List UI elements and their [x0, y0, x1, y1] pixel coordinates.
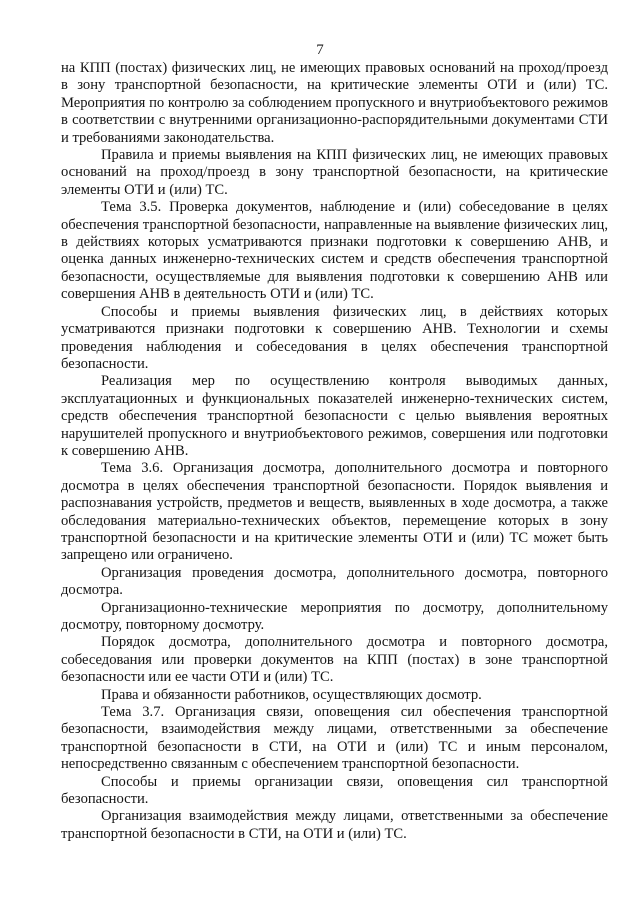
paragraph-topic-3-6: Тема 3.6. Организация досмотра, дополнительного досмотра и повторного досмотра в целях обеспечения транспортной безопасности. Порядок выявления и распознавания устройств, предметов и веществ, выявленных в ходе досмотра, а также обследования материально-технических объектов, перемещение которых в зону транспортной безопасности и на критические элементы ОТИ и (или) ТС может быть запрещено или ограничено.	[61, 460, 608, 564]
paragraph-inspector-rights: Права и обязанности работников, осуществляющих досмотр.	[101, 686, 482, 703]
paragraph-communication-methods: Способы и приемы организации связи, оповещения сил транспортной безопасности.	[61, 773, 608, 808]
paragraph-inspection-procedure: Порядок досмотра, дополнительного досмотра и повторного досмотра, собеседования или проверки документов на КПП (постах) в зоне транспортной безопасности или ее части ОТИ и (или) ТС.	[61, 634, 608, 686]
paragraph-control-measures: Реализация мер по осуществлению контроля выводимых данных, эксплуатационных и функциональных показателей инженерно-технических систем, средств обеспечения транспортной безопасности с целью выявления вероятных нарушителей пропускного и внутриобъектового режимов, совершения или подготовки к совершению АНВ.	[61, 373, 608, 459]
page-number: 7	[316, 42, 324, 58]
paragraph-topic-3-5: Тема 3.5. Проверка документов, наблюдение и (или) собеседование в целях обеспечения транспортной безопасности, направленные на выявление физических лиц, в действиях которых усматриваются признаки подготовки к совершению АНВ, и оценка данных инженерно-технических систем и средств обеспечения транспортной безопасности, осуществляемые для выявления подготовки к совершению АНВ или совершения АНВ в деятельность ОТИ и (или) ТС.	[61, 199, 608, 303]
paragraph-inspection-measures: Организационно-технические мероприятия по досмотру, дополнительному досмотру, повторному досмотру.	[61, 599, 608, 633]
paragraph-continuation: на КПП (постах) физических лиц, не имеющих правовых оснований на проход/проезд в зону транспортной безопасности, на критические элементы ОТИ и (или) ТС. Мероприятия по контролю за соблюдением пропускного и внутриобъектового режимов в соответствии с внутренними организационно-распорядительными документами СТИ и требованиями законодательства.	[61, 60, 608, 146]
paragraph-topic-3-7: Тема 3.7. Организация связи, оповещения сил обеспечения транспортной безопасности, взаимодействия между лицами, ответственными за обеспечение транспортной безопасности в СТИ, на ОТИ и (или) ТС и иным персоналом, непосредственно связанным с обеспечением транспортной безопасности.	[61, 704, 608, 773]
paragraph-inspection-organization: Организация проведения досмотра, дополнительного досмотра, повторного досмотра.	[61, 564, 608, 599]
paragraph-detection-methods: Способы и приемы выявления физических лиц, в действиях которых усматриваются признаки подготовки к совершению АНВ. Технологии и схемы проведения наблюдения и собеседования в целях обеспечения транспортной безопасности.	[61, 303, 608, 372]
page-body	[61, 60, 608, 843]
paragraph-rules-detection-kpp: Правила и приемы выявления на КПП физических лиц, не имеющих правовых оснований на проход/проезд в зону транспортной безопасности, на критические элементы ОТИ и (или) ТС.	[61, 147, 608, 198]
paragraph-interaction-organization: Организация взаимодействия между лицами, ответственными за обеспечение транспортной безопасности в СТИ, на ОТИ и (или) ТС.	[61, 808, 608, 842]
